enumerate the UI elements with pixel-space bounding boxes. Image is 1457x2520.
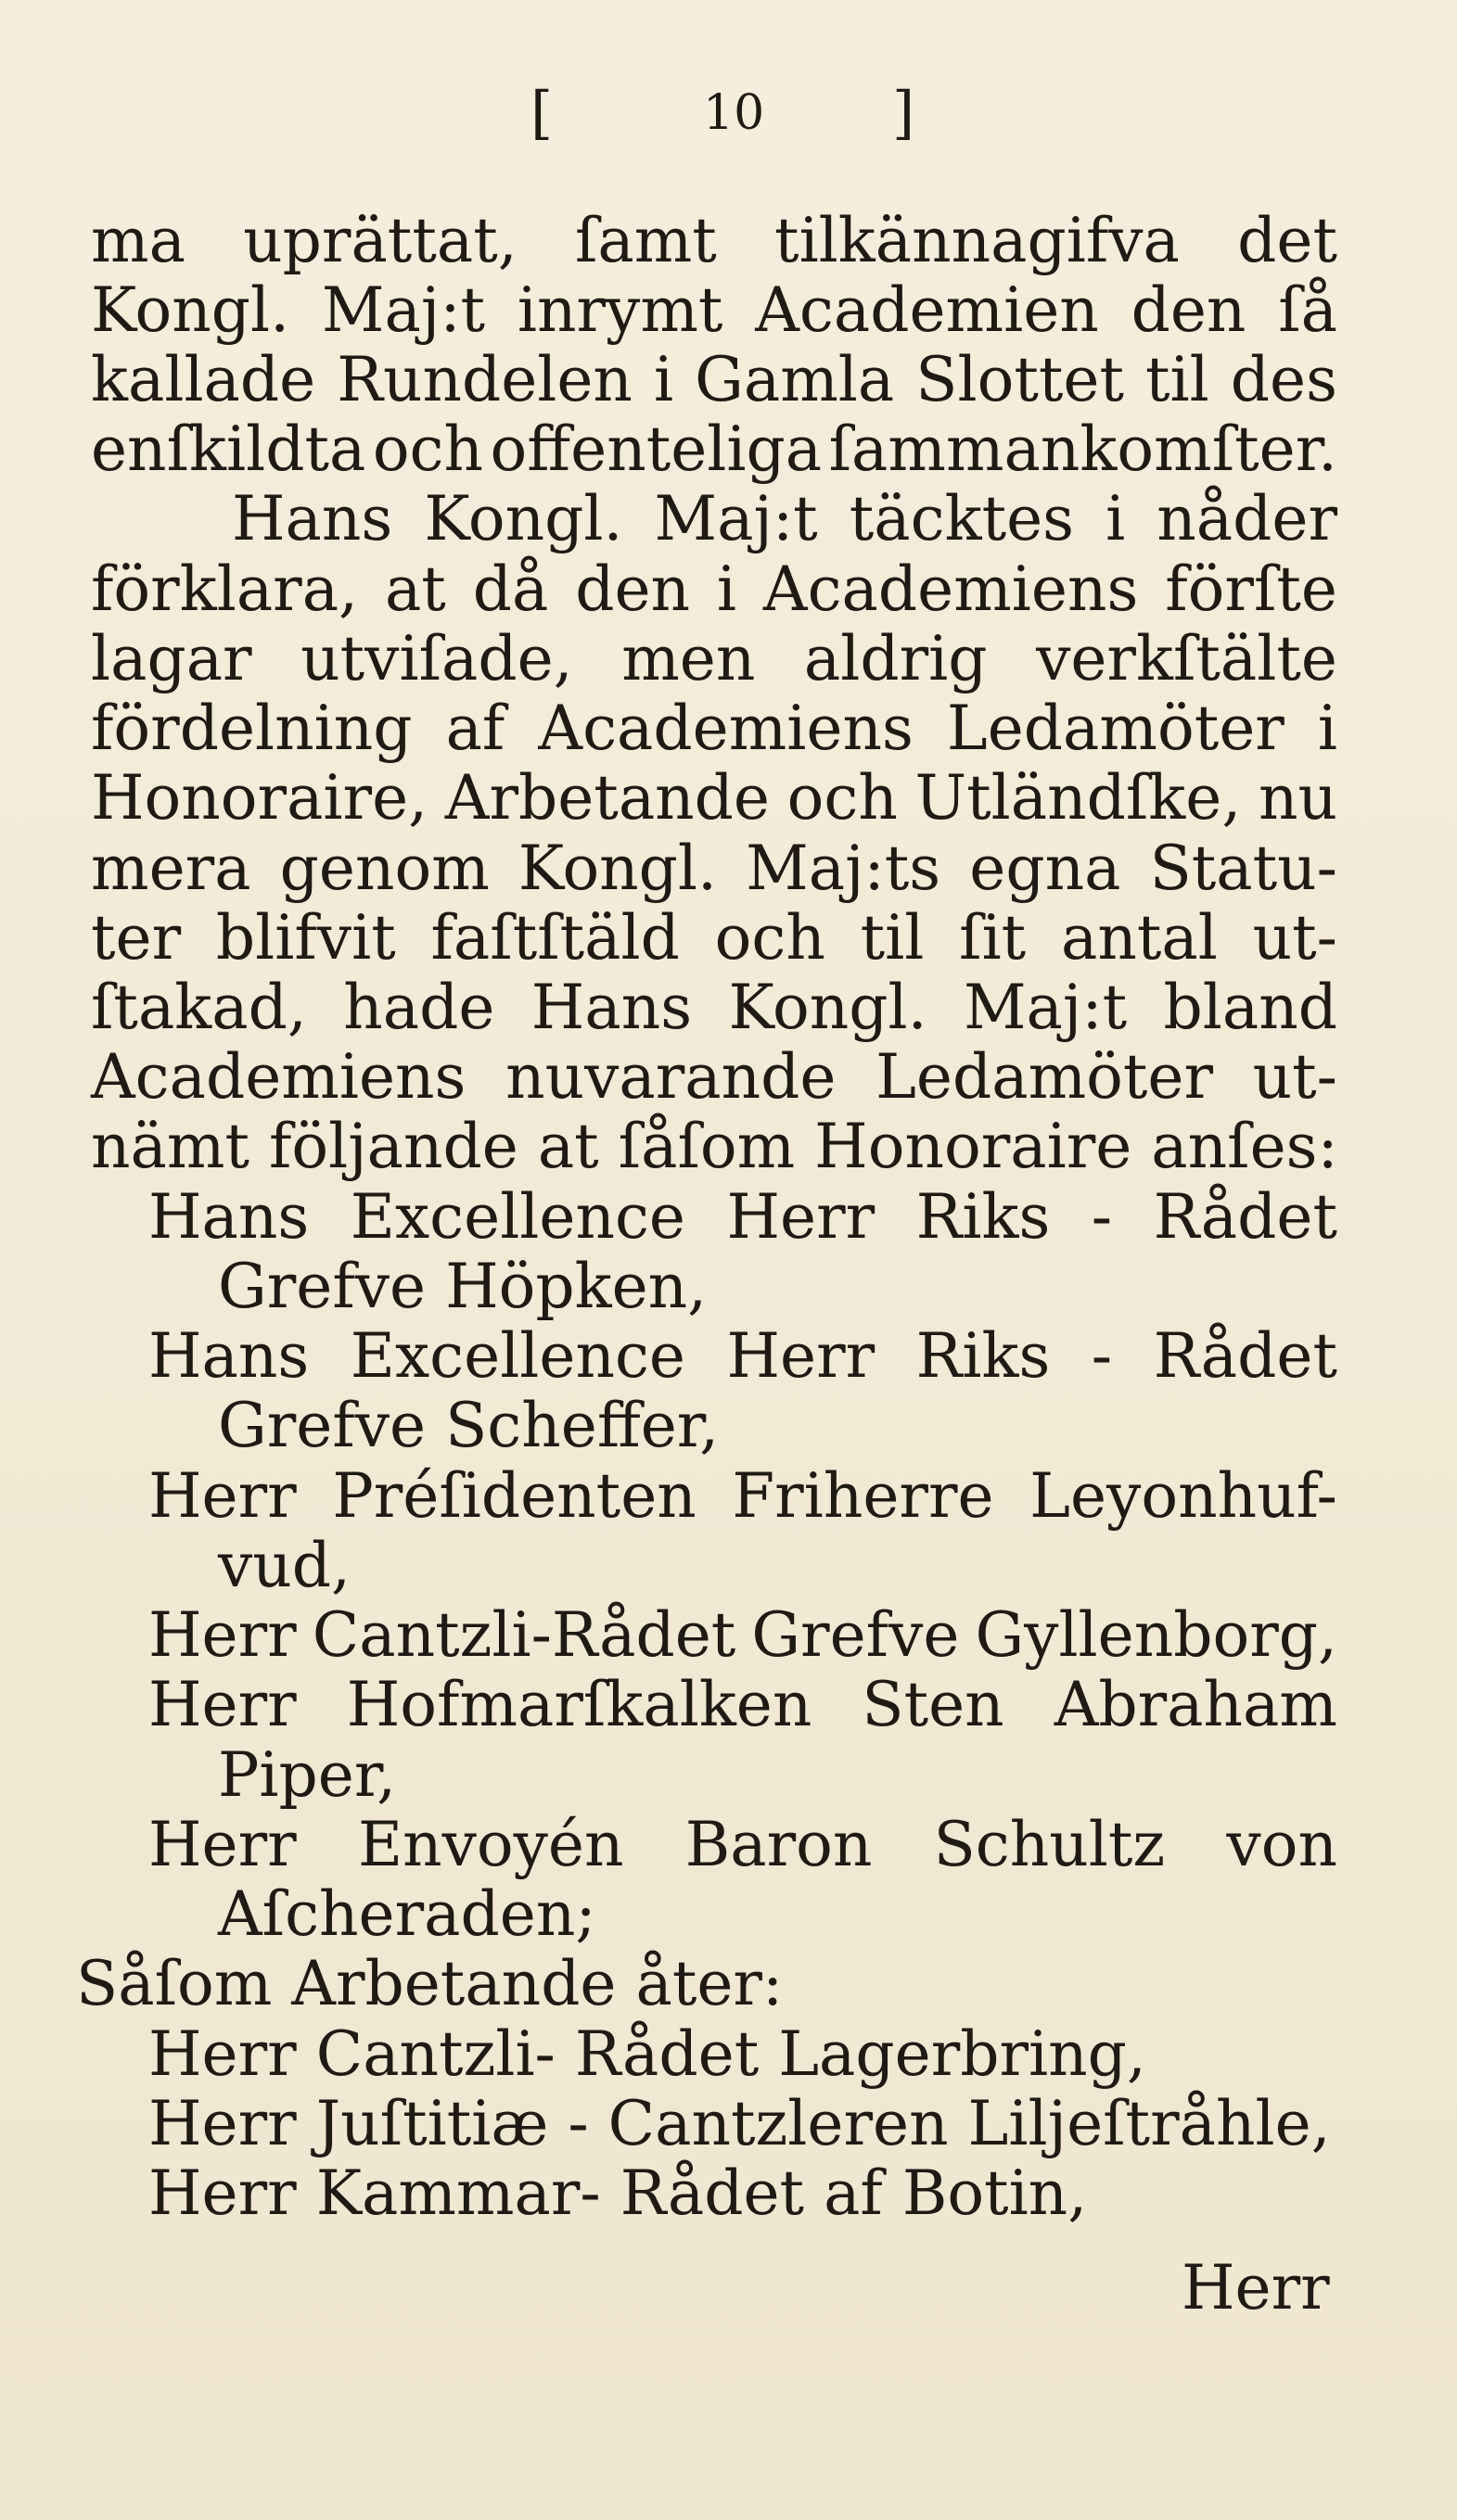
text-line: mera genom Kongl. Maj:ts egna Statu-: [91, 833, 1337, 904]
text-line: ter blifvit faſtſtäld och til ſit antal ut-: [91, 902, 1337, 974]
text-line: nämt följande at ſåſom Honoraire anſes:: [91, 1111, 1338, 1182]
text-line: Academiens nuvarande Ledamöter ut-: [91, 1041, 1337, 1113]
text-line: Piper,: [218, 1739, 397, 1811]
bracket-left: [: [530, 79, 554, 146]
text-line: Herr Préſidenten Friherre Leyonhuf-: [148, 1460, 1337, 1532]
text-line: Kongl. Maj:t inrymt Academien den ſå: [91, 274, 1337, 346]
text-line: Hans Excellence Herr Riks - Rådet: [148, 1181, 1337, 1253]
page-number: 10: [703, 85, 765, 141]
text-line: förklara, at då den i Academiens förſte: [91, 554, 1337, 625]
text-line: Herr Kammar- Rådet af Botin,: [148, 2157, 1088, 2229]
text-line: Honoraire, Arbetande och Utländſke, nu: [91, 762, 1337, 834]
text-line: Grefve Scheffer,: [218, 1390, 720, 1461]
text-line: enſkildta och offenteliga ſammankomſter.: [91, 414, 1337, 485]
text-line: lagar utviſade, men aldrig verkſtälte: [91, 623, 1337, 694]
page-header: [0, 76, 1457, 150]
text-line: ſtakad, hade Hans Kongl. Maj:t bland: [91, 972, 1337, 1043]
text-line: Herr Cantzli- Rådet Lagerbring,: [148, 2018, 1146, 2090]
text-line: Hans Kongl. Maj:t täcktes i nåder: [232, 483, 1337, 554]
text-line: kallade Rundelen i Gamla Slottet til des: [91, 344, 1337, 415]
text-line: Såſom Arbetande åter:: [76, 1948, 784, 2019]
text-line: vud,: [218, 1530, 351, 1601]
text-line: Herr Hofmarſkalken Sten Abraham: [148, 1669, 1337, 1740]
text-line: Herr Cantzli-Rådet Grefve Gyllenborg,: [148, 1599, 1337, 1671]
text-line: Herr Envoyén Baron Schultz von: [148, 1809, 1337, 1880]
bracket-right: ]: [892, 79, 915, 146]
catchword: Herr: [1182, 2252, 1330, 2323]
text-line: Herr Juſtitiæ - Cantzleren Liljeſtråhle,: [148, 2088, 1331, 2159]
text-line: Hans Excellence Herr Riks - Rådet: [148, 1320, 1337, 1392]
text-line: Aſcheraden;: [218, 1878, 596, 1950]
text-line: ma uprättat, ſamt tilkännagifva det: [91, 205, 1337, 276]
text-line: fördelning af Academiens Ledamöter i: [91, 693, 1337, 764]
text-line: Grefve Höpken,: [218, 1251, 708, 1322]
